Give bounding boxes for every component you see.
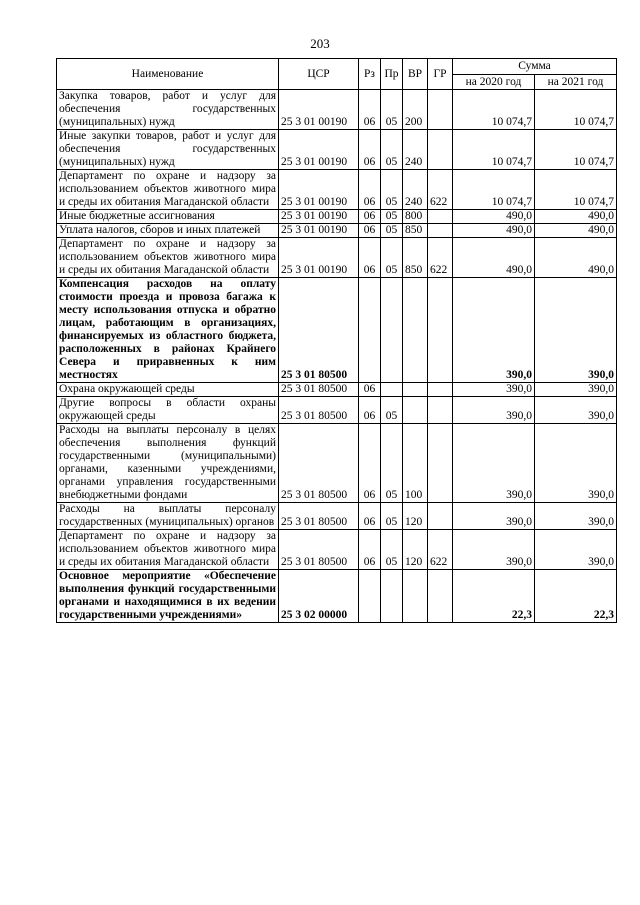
header-vr: ВР	[403, 59, 428, 90]
row-vr: 240	[403, 170, 428, 210]
row-gr	[428, 90, 453, 130]
row-sum-2020: 390,0	[453, 383, 535, 397]
row-gr: 622	[428, 238, 453, 278]
row-csr: 25 3 01 00190	[279, 238, 359, 278]
table-row	[57, 130, 617, 170]
row-gr: 622	[428, 530, 453, 570]
header-gr: ГР	[428, 59, 453, 90]
row-name: Расходы на выплаты персоналу в целях обеспечения выполнения функций государственными (муниципальными) органами, казенными учреждениями, органами управления государственными внебюджетными фондами	[57, 424, 279, 503]
row-vr: 850	[403, 224, 428, 238]
row-pr	[381, 278, 403, 383]
table-body	[57, 90, 617, 623]
table-row	[57, 530, 617, 570]
row-vr	[403, 570, 428, 623]
row-csr: 25 3 01 80500	[279, 397, 359, 424]
row-csr: 25 3 01 80500	[279, 278, 359, 383]
row-sum-2021: 490,0	[535, 238, 617, 278]
row-rz: 06	[359, 170, 381, 210]
table-row	[57, 383, 617, 397]
row-sum-2021: 10 074,7	[535, 90, 617, 130]
row-name: Департамент по охране и надзору за использованием объектов животного мира и среды их обитания Магаданской области	[57, 530, 279, 570]
row-sum-2020: 390,0	[453, 397, 535, 424]
row-vr: 850	[403, 238, 428, 278]
header-sum: Сумма	[453, 59, 617, 75]
row-sum-2020: 390,0	[453, 424, 535, 503]
header-rz: Рз	[359, 59, 381, 90]
header-name: Наименование	[57, 59, 279, 90]
row-sum-2020: 390,0	[453, 278, 535, 383]
row-gr	[428, 383, 453, 397]
row-gr	[428, 224, 453, 238]
row-sum-2021: 390,0	[535, 530, 617, 570]
row-csr: 25 3 01 80500	[279, 383, 359, 397]
row-gr	[428, 130, 453, 170]
row-name: Иные закупки товаров, работ и услуг для обеспечения государственных (муниципальных) нужд	[57, 130, 279, 170]
row-name: Другие вопросы в области охраны окружающей среды	[57, 397, 279, 424]
row-pr: 05	[381, 503, 403, 530]
table-row	[57, 570, 617, 623]
row-rz: 06	[359, 130, 381, 170]
row-pr: 05	[381, 424, 403, 503]
row-pr: 05	[381, 530, 403, 570]
table-row	[57, 170, 617, 210]
header-year-2021: на 2021 год	[535, 75, 617, 90]
row-pr: 05	[381, 130, 403, 170]
row-csr: 25 3 01 80500	[279, 530, 359, 570]
row-rz: 06	[359, 383, 381, 397]
row-sum-2021: 490,0	[535, 224, 617, 238]
row-sum-2020: 10 074,7	[453, 130, 535, 170]
row-sum-2020: 390,0	[453, 503, 535, 530]
row-vr: 800	[403, 210, 428, 224]
row-name: Основное мероприятие «Обеспечение выполнения функций государственными органами и находящимися в их ведении государственными учреждениями»	[57, 570, 279, 623]
table-row	[57, 397, 617, 424]
table-row	[57, 238, 617, 278]
row-sum-2021: 10 074,7	[535, 130, 617, 170]
row-sum-2020: 22,3	[453, 570, 535, 623]
row-sum-2021: 390,0	[535, 424, 617, 503]
header-csr: ЦСР	[279, 59, 359, 90]
row-pr	[381, 570, 403, 623]
row-name: Уплата налогов, сборов и иных платежей	[57, 224, 279, 238]
row-sum-2020: 390,0	[453, 530, 535, 570]
row-vr: 100	[403, 424, 428, 503]
row-vr: 120	[403, 530, 428, 570]
row-csr: 25 3 01 80500	[279, 503, 359, 530]
row-name: Департамент по охране и надзору за использованием объектов животного мира и среды их обитания Магаданской области	[57, 170, 279, 210]
row-name: Охрана окружающей среды	[57, 383, 279, 397]
budget-table	[56, 58, 617, 623]
table-row	[57, 278, 617, 383]
table-row	[57, 424, 617, 503]
page-number: 203	[310, 36, 330, 51]
table-row	[57, 224, 617, 238]
header-year-2020: на 2020 год	[453, 75, 535, 90]
row-gr	[428, 424, 453, 503]
row-sum-2020: 490,0	[453, 210, 535, 224]
row-csr: 25 3 01 00190	[279, 170, 359, 210]
row-sum-2021: 390,0	[535, 503, 617, 530]
row-name: Департамент по охране и надзору за использованием объектов животного мира и среды их обитания Магаданской области	[57, 238, 279, 278]
row-pr: 05	[381, 397, 403, 424]
row-csr: 25 3 01 00190	[279, 210, 359, 224]
row-csr: 25 3 02 00000	[279, 570, 359, 623]
row-sum-2021: 390,0	[535, 383, 617, 397]
row-rz: 06	[359, 238, 381, 278]
row-pr	[381, 383, 403, 397]
row-vr	[403, 383, 428, 397]
table-row	[57, 210, 617, 224]
row-name: Расходы на выплаты персоналу государственных (муниципальных) органов	[57, 503, 279, 530]
row-pr: 05	[381, 90, 403, 130]
row-gr	[428, 503, 453, 530]
row-sum-2020: 10 074,7	[453, 170, 535, 210]
row-vr	[403, 397, 428, 424]
row-name: Иные бюджетные ассигнования	[57, 210, 279, 224]
row-rz: 06	[359, 224, 381, 238]
row-sum-2021: 10 074,7	[535, 170, 617, 210]
row-vr: 200	[403, 90, 428, 130]
row-vr	[403, 278, 428, 383]
row-csr: 25 3 01 00190	[279, 224, 359, 238]
row-rz	[359, 570, 381, 623]
row-vr: 120	[403, 503, 428, 530]
row-pr: 05	[381, 224, 403, 238]
row-name: Компенсация расходов на оплату стоимости проезда и провоза багажа к месту использования отпуска и обратно лицам, работающим в организациях, финансируемых из областного бюджета, расположенных в районах Крайнего Севера и приравненных к ним местностях	[57, 278, 279, 383]
row-pr: 05	[381, 238, 403, 278]
row-sum-2021: 390,0	[535, 397, 617, 424]
row-sum-2021: 390,0	[535, 278, 617, 383]
row-csr: 25 3 01 80500	[279, 424, 359, 503]
row-csr: 25 3 01 00190	[279, 130, 359, 170]
row-rz: 06	[359, 530, 381, 570]
row-gr	[428, 397, 453, 424]
row-pr: 05	[381, 210, 403, 224]
header-pr: Пр	[381, 59, 403, 90]
row-sum-2020: 10 074,7	[453, 90, 535, 130]
row-rz: 06	[359, 424, 381, 503]
row-gr: 622	[428, 170, 453, 210]
row-name: Закупка товаров, работ и услуг для обеспечения государственных (муниципальных) нужд	[57, 90, 279, 130]
row-vr: 240	[403, 130, 428, 170]
row-rz: 06	[359, 90, 381, 130]
row-sum-2021: 22,3	[535, 570, 617, 623]
row-rz: 06	[359, 210, 381, 224]
row-csr: 25 3 01 00190	[279, 90, 359, 130]
row-gr	[428, 210, 453, 224]
table-row	[57, 90, 617, 130]
row-sum-2021: 490,0	[535, 210, 617, 224]
row-sum-2020: 490,0	[453, 224, 535, 238]
row-pr: 05	[381, 170, 403, 210]
row-sum-2020: 490,0	[453, 238, 535, 278]
row-rz: 06	[359, 503, 381, 530]
header-row	[57, 59, 617, 75]
row-rz	[359, 278, 381, 383]
row-gr	[428, 278, 453, 383]
row-gr	[428, 570, 453, 623]
table-row	[57, 503, 617, 530]
row-rz: 06	[359, 397, 381, 424]
